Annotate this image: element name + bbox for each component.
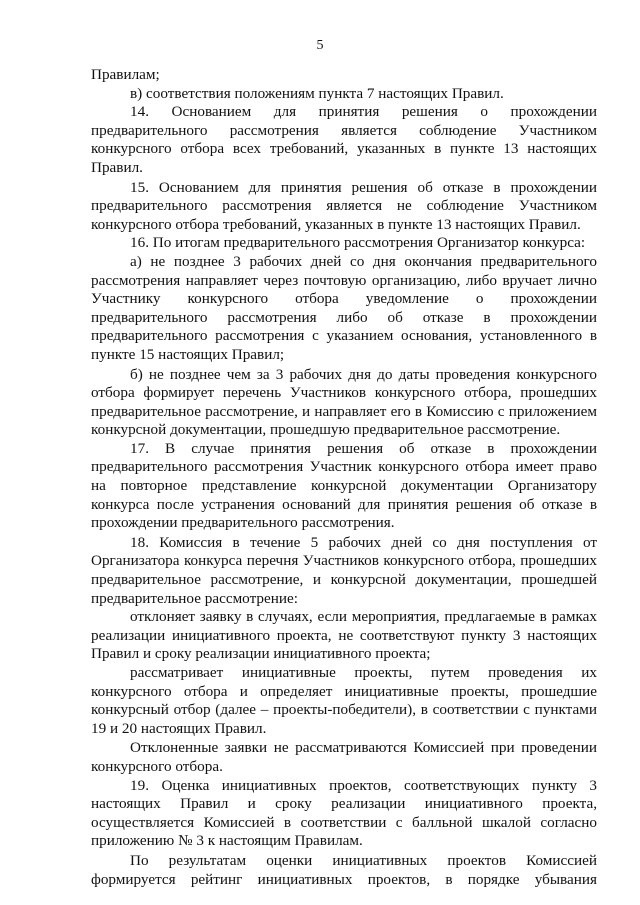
paragraph-18: 18. Комиссия в течение 5 рабочих дней со дня поступления от Организатора конкурса перечня Участников конкурсного отбора, прошедших предварительное рассмотрение, и конкурсной документации, прошедшей предварительное рассмотрение: (91, 533, 597, 607)
paragraph-19: 19. Оценка инициативных проектов, соответствующих пункту 3 настоящих Правил и сроку реализации инициативного проекта, осуществляется Комиссией в соответствии с балльной шкалой согласно приложению № 3 к настоящим Правилам. (91, 776, 597, 850)
paragraph-rejected-applications: Отклоненные заявки не рассматриваются Комиссией при проведении конкурсного отбора. (91, 739, 597, 775)
paragraph-18-reject: отклоняет заявку в случаях, если мероприятия, предлагаемые в рамках реализации инициативного проекта, не соответствуют пункту 3 настоящих Правил и сроку реализации инициативного проекта; (91, 608, 597, 663)
document-body (91, 66, 597, 889)
paragraph-item-v: в) соответствия положениям пункта 7 настоящих Правил. (130, 84, 504, 102)
paragraph-rating: По результатам оценки инициативных проектов Комиссией формируется рейтинг инициативных проектов, в порядке убывания (91, 851, 597, 888)
paragraph-16-a: а) не позднее 3 рабочих дней со дня окончания предварительного рассмотрения направляет через почтовую организацию, либо вручает лично Участнику конкурсного отбора уведомление о прохождении предварительного рассмотрения либо об отказе в прохождении предварительного рассмотрения с указанием основания, установленного в пункте 15 настоящих Правил; (91, 252, 597, 363)
paragraph-16: 16. По итогам предварительного рассмотрения Организатор конкурса: (130, 234, 586, 252)
paragraph-15: 15. Основанием для принятия решения об отказе в прохождении предварительного рассмотрения является не соблюдение Участником конкурсного отбора требований, указанных в пункте 13 настоящих Правил. (91, 178, 597, 233)
paragraph-16-b: б) не позднее чем за 3 рабочих дня до даты проведения конкурсного отбора формирует перечень Участников конкурсного отбора, прошедших предварительное рассмотрение, и направляет его в Комиссию с приложением конкурсной документации, прошедшую предварительное рассмотрение. (91, 365, 597, 439)
paragraph-17: 17. В случае принятия решения об отказе в прохождении предварительного рассмотрения Участник конкурсного отбора имеет право на повторное представление конкурсной документации Организатору конкурса после устранения оснований для принятия решения об отказе в прохождении предварительного рассмотрения. (91, 439, 597, 532)
paragraph-rules-continuation: Правилам; (91, 66, 160, 83)
paragraph-18-review: рассматривает инициативные проекты, путем проведения их конкурсного отбора и определяет инициативные проекты, прошедшие конкурсный отбор (далее – проекты-победители), в соответствии с пунктами 19 и 20 настоящих Правил. (91, 664, 597, 737)
paragraph-14: 14. Основанием для принятия решения о прохождении предварительного рассмотрения является соблюдение Участником конкурсного отбора всех требований, указанных в пункте 13 настоящих Правил. (91, 103, 597, 176)
page-number: 5 (316, 38, 324, 53)
